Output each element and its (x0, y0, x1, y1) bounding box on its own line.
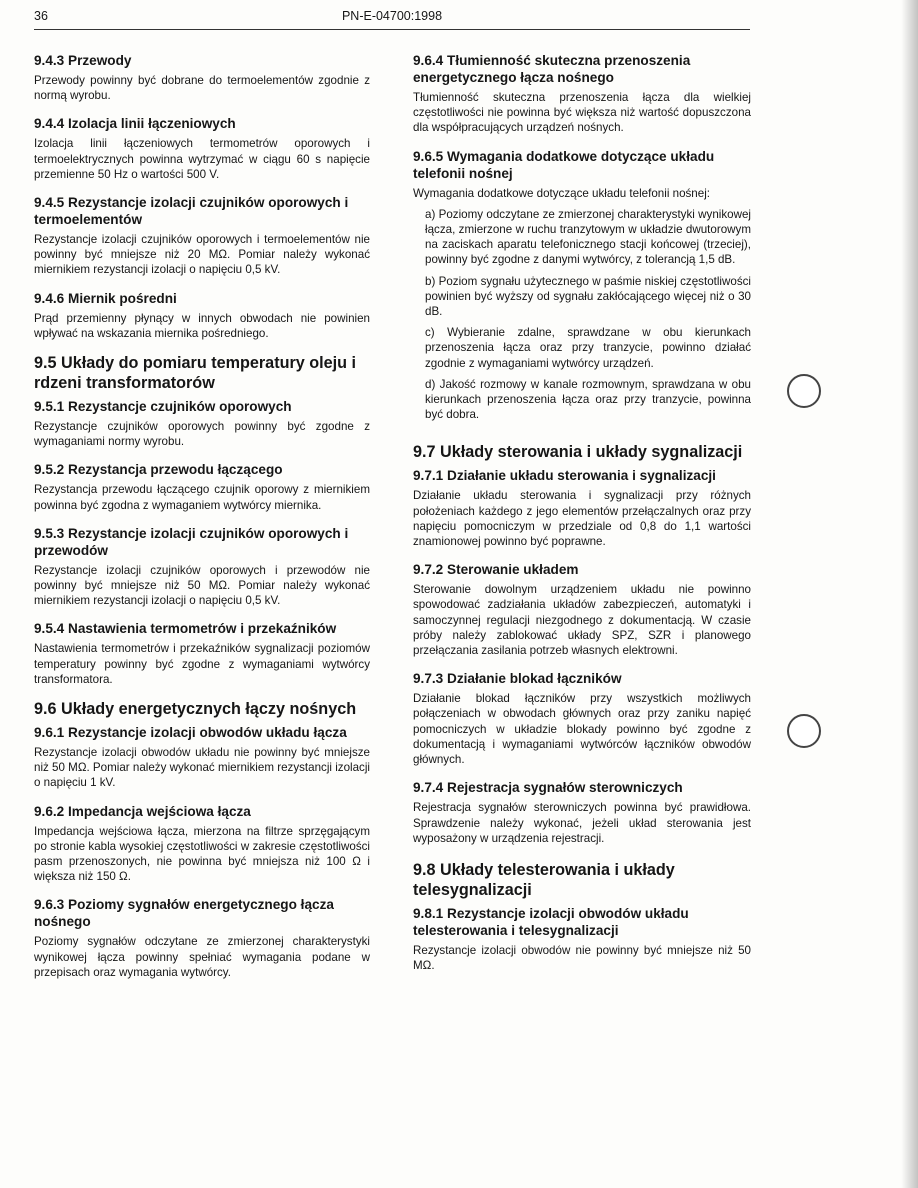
chapter-title-9-8: 9.8 Układy telesterowania i układy telesygnalizacji (413, 860, 675, 899)
section-9-6-4 (413, 52, 751, 136)
section-9-4-5 (34, 194, 370, 278)
list-item-c: c) Wybieranie zdalne, sprawdzane w obu kierunkach przenoszenia łącza oraz przy tranzycie, powinno działać zgodnie z wymaganiami wytwórcy urządzeń. (425, 326, 751, 370)
list-item-a: a) Poziomy odczytane ze zmierzonej charakterystyki wynikowej łącza, zmierzone w ruchu tranzytowym w układzie dwutorowym na zaciskach aparatu telefonicznego stacji końcowej (trzeciej), powinny być zgodne z danymi wytwórcy, z tolerancją 1,5 dB. (425, 207, 751, 267)
chapter-title-9-6: 9.6 Układy energetycznych łączy nośnych (34, 700, 357, 719)
section-title: 9.6.2 Impedancja wejściowa łącza (34, 803, 251, 819)
section-9-7-2 (413, 561, 751, 658)
section-title: 9.7.1 Działanie układu sterowania i sygnalizacji (413, 468, 716, 484)
section-9-6-1 (34, 724, 370, 791)
section-title: 9.6.3 Poziomy sygnałów energetycznego łącza nośnego (34, 897, 334, 930)
section-9-5-1 (34, 398, 370, 449)
section-text: Rezystancje izolacji czujników oporowych i przewodów nie powinny być mniejsze niż 50 MΩ. Pomiar należy wykonać miernikiem rezystancji izolacji o napięciu 0,5 kV. (34, 563, 370, 608)
list-item-b: b) Poziom sygnału użytecznego w paśmie niskiej częstotliwości powinien być wyższy od sygnału zakłócającego więcej niż o 30 dB. (425, 274, 751, 319)
section-text: Rezystancje izolacji czujników oporowych i termoelementów nie powinny być mniejsze niż 20 MΩ. Pomiar należy wykonać miernikiem rezystancji izolacji o napięciu 0,5 kV. (34, 233, 370, 277)
section-9-8-1 (413, 905, 751, 973)
section-9-7-1 (413, 467, 751, 549)
section-9-4-3 (34, 52, 370, 103)
section-title: 9.4.3 Przewody (34, 53, 132, 68)
section-text: Sterowanie dowolnym urządzeniem układu nie powinno spowodować zadziałania układów zabezpieczeń, automatyki i samoczynnej regulacji niezgodnego z dokumentacją. W czasie próby należy zablokować układy SPZ, SZR i planowego przełączania zasilania potrzeb własnych elektrowni. (413, 583, 751, 658)
section-9-7-4 (413, 779, 751, 846)
section-title: 9.4.5 Rezystancje izolacji czujników oporowych i termoelementów (34, 195, 349, 228)
section-text: Impedancja wejściowa łącza, mierzona na filtrze sprzęgającym po stronie kabla wysokiej częstotliwości w zakresie częstotliwości pasm przenoszonych, nie powinna być mniejsza niż 100 Ω i większa niż 150 Ω. (34, 824, 370, 884)
section-text: Przewody powinny być dobrane do termoelementów zgodnie z normą wyrobu. (34, 74, 370, 103)
section-title: 9.6.5 Wymagania dodatkowe dotyczące układu telefonii nośnej (413, 148, 715, 181)
section-title: 9.7.2 Sterowanie układem (413, 562, 579, 578)
section-9-6-3 (34, 896, 370, 980)
section-text: Rezystancje czujników oporowych powinny być zgodne z wymaganiami normy wyrobu. (34, 420, 370, 449)
page-header (34, 7, 750, 30)
section-title: 9.5.1 Rezystancje czujników oporowych (34, 399, 292, 415)
section-title: 9.8.1 Rezystancje izolacji obwodów układu telesterowania i telesygnalizacji (413, 905, 689, 938)
page-number: 36 (34, 9, 48, 23)
section-text: Nastawienia termometrów i przekaźników sygnalizacji poziomów temperatury powinny być zgodne z wymaganiami wytwórcy transformatora. (34, 642, 370, 686)
punch-hole-top (787, 374, 821, 408)
section-9-7-3 (413, 670, 751, 767)
section-text: Działanie blokad łączników przy wszystkich możliwych połączeniach w obwodach głównych oraz przy zaniku napięć pomocniczych w układzie blokady powinno być zgodne z dokumentacją i wymaganiami wytwórców łączników obwodów głównych. (413, 692, 751, 767)
section-title: 9.6.1 Rezystancje izolacji obwodów układu łącza (34, 725, 347, 741)
punch-hole-bottom (787, 714, 821, 748)
section-title: 9.5.2 Rezystancja przewodu łączącego (34, 462, 283, 478)
section-9-5-3 (34, 525, 370, 609)
section-title: 9.7.3 Działanie blokad łączników (413, 671, 622, 687)
section-9-5-4 (34, 620, 370, 687)
chapter-title-9-7: 9.7 Układy sterowania i układy sygnalizacji (413, 443, 743, 462)
scan-edge-shadow (842, 0, 918, 1188)
section-text: Rezystancja przewodu łączącego czujnik oporowy z miernikiem powinna być zgodna z wymaganiem wytwórcy miernika. (34, 483, 370, 512)
standard-id: PN-E-04700:1998 (341, 9, 443, 23)
section-title: 9.4.6 Miernik pośredni (34, 290, 177, 306)
section-9-4-4 (34, 115, 370, 182)
section-text: Rezystancje izolacji obwodów nie powinny być mniejsze niż 50 MΩ. (413, 943, 751, 973)
section-title: 9.6.4 Tłumienność skuteczna przenoszenia energetycznego łącza nośnego (413, 53, 691, 85)
section-title: 9.4.4 Izolacja linii łączeniowych (34, 116, 236, 132)
left-column (34, 52, 370, 992)
section-title: 9.5.3 Rezystancje izolacji czujników oporowych i przewodów (34, 525, 349, 558)
section-text: Działanie układu sterowania i sygnalizacji przy różnych położeniach każdego z jego elementów przełączalnych oraz przy napięciu pomocniczym w przedziale od 0,8 do 1,1 wartości znamionowej powinno być poprawne. (413, 489, 751, 549)
section-text: Rezystancje izolacji obwodów układu nie powinny być mniejsze niż 50 MΩ. Pomiar należy wykonać miernikiem rezystancji izolacji o napięciu 1 kV. (34, 746, 370, 790)
section-9-6-5 (413, 148, 751, 423)
section-text: Tłumienność skuteczna przenoszenia łącza dla wielkiej częstotliwości nie powinna być większa niż wartość dopuszczona dla współpracujących urządzeń nośnych. (413, 91, 751, 135)
list-item-d: d) Jakość rozmowy w kanale rozmownym, sprawdzana w obu kierunkach przenoszenia łącza oraz przy tranzycie, powinna być dobra. (425, 377, 751, 422)
right-column (413, 52, 751, 985)
section-text: Izolacja linii łączeniowych termometrów oporowych i termoelektrycznych powinna wytrzymać w ciągu 60 s napięcie przemienne 50 Hz o wartości 500 V. (34, 137, 370, 181)
section-9-5-2 (34, 461, 370, 512)
chapter-title-9-5: 9.5 Układy do pomiaru temperatury oleju i rdzeni transformatorów (34, 354, 357, 393)
section-text: Prąd przemienny płynący w innych obwodach nie powinien wpływać na wskazania miernika pośredniego. (34, 311, 370, 340)
section-text: Rejestracja sygnałów sterowniczych powinna być prawidłowa. Sprawdzenie należy wykonać, jeżeli układ sterowania jest wyposażony w urządzenia rejestracji. (413, 801, 751, 845)
section-text: Poziomy sygnałów odczytane ze zmierzonej charakterystyki wynikowej łącza powinny spełniać wymagania podane w przepisach oraz wymagania wytwórcy. (34, 935, 370, 979)
section-intro: Wymagania dodatkowe dotyczące układu telefonii nośnej: (413, 186, 711, 200)
section-title: 9.5.4 Nastawienia termometrów i przekaźników (34, 621, 337, 637)
section-9-4-6 (34, 290, 370, 341)
section-9-6-2 (34, 803, 370, 885)
section-title: 9.7.4 Rejestracja sygnałów sterowniczych (413, 780, 683, 796)
